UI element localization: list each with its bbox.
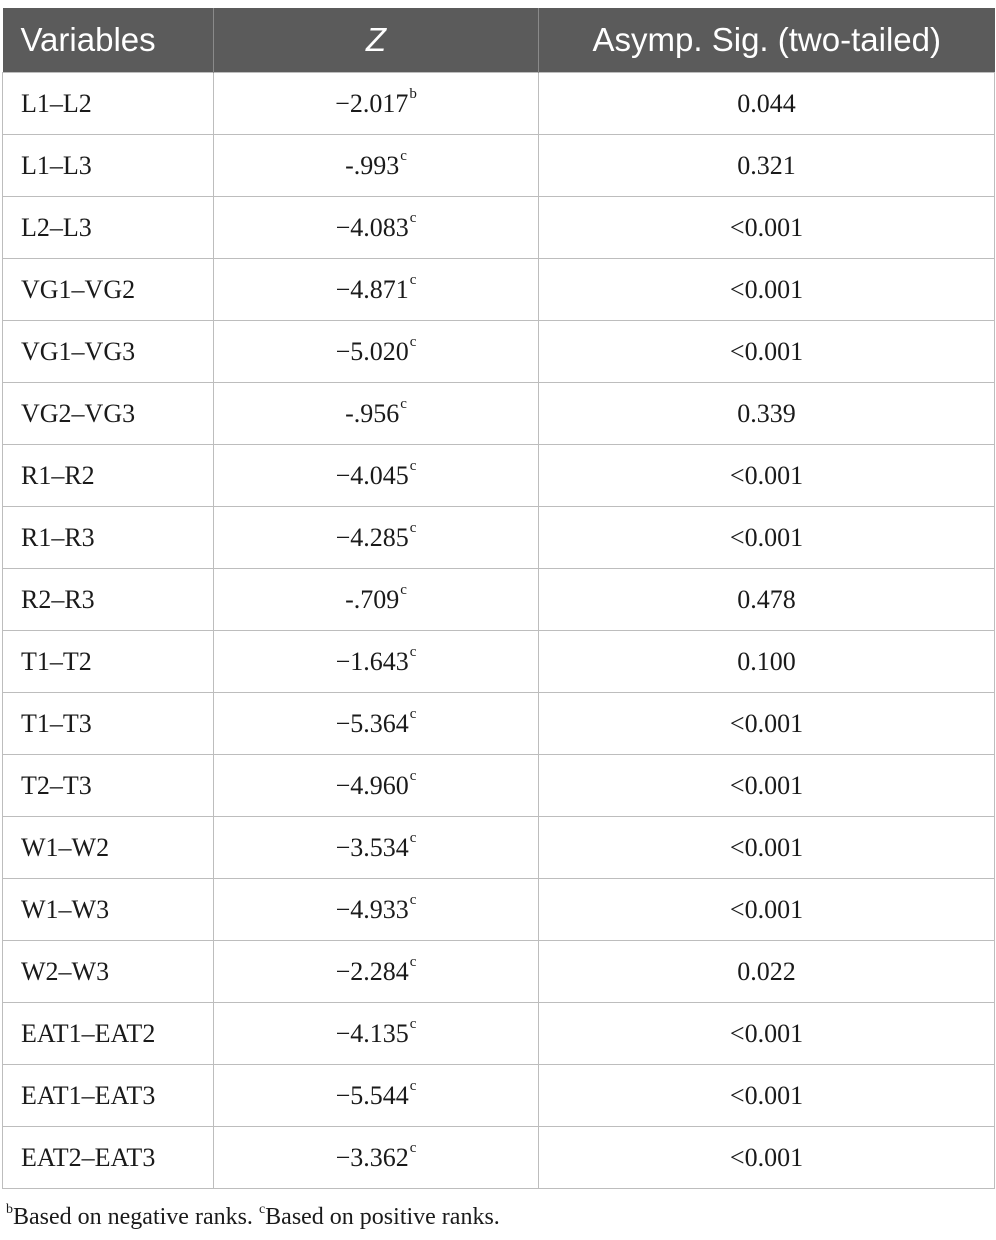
- z-footnote-mark: c: [409, 953, 417, 970]
- cell-z: [214, 135, 539, 197]
- cell-z: [214, 569, 539, 631]
- z-footnote-mark: b: [409, 85, 417, 102]
- z-value: −2.017: [335, 88, 409, 118]
- cell-z: [214, 445, 539, 507]
- cell-variables: EAT2–EAT3: [3, 1127, 214, 1189]
- table-row: [3, 1127, 995, 1189]
- z-value: −4.960: [335, 770, 409, 800]
- z-value: -.709: [345, 584, 400, 614]
- cell-variables: T1–T3: [3, 693, 214, 755]
- cell-variables: VG2–VG3: [3, 383, 214, 445]
- cell-variables: T1–T2: [3, 631, 214, 693]
- table-row: [3, 259, 995, 321]
- cell-asymp-sig: <0.001: [539, 1003, 995, 1065]
- cell-variables: L1–L2: [3, 73, 214, 135]
- cell-variables: L2–L3: [3, 197, 214, 259]
- table-row: [3, 197, 995, 259]
- header-variables: Variables: [3, 8, 214, 73]
- cell-variables: W2–W3: [3, 941, 214, 1003]
- cell-variables: W1–W2: [3, 817, 214, 879]
- z-footnote-mark: c: [409, 767, 417, 784]
- z-footnote-mark: c: [409, 333, 417, 350]
- footnote-b-mark: b: [6, 1202, 13, 1217]
- table-row: [3, 817, 995, 879]
- table-row: [3, 631, 995, 693]
- z-value: −1.643: [335, 646, 409, 676]
- z-footnote-mark: c: [400, 581, 407, 598]
- z-footnote-mark: c: [400, 395, 407, 412]
- z-footnote-mark: c: [409, 891, 417, 908]
- table-row: [3, 135, 995, 197]
- z-value: -.993: [345, 150, 400, 180]
- wilcoxon-results-table: [2, 8, 995, 1189]
- cell-variables: R1–R2: [3, 445, 214, 507]
- table-row: [3, 569, 995, 631]
- cell-asymp-sig: <0.001: [539, 507, 995, 569]
- z-footnote-mark: c: [409, 643, 417, 660]
- z-footnote-mark: c: [409, 829, 417, 846]
- cell-asymp-sig: <0.001: [539, 445, 995, 507]
- table-row: [3, 507, 995, 569]
- cell-variables: L1–L3: [3, 135, 214, 197]
- cell-variables: W1–W3: [3, 879, 214, 941]
- cell-z: [214, 73, 539, 135]
- cell-asymp-sig: 0.022: [539, 941, 995, 1003]
- table-row: [3, 321, 995, 383]
- z-value: −3.362: [335, 1142, 409, 1172]
- z-footnote-mark: c: [409, 271, 417, 288]
- table-row: [3, 755, 995, 817]
- cell-asymp-sig: 0.478: [539, 569, 995, 631]
- table-footnote: [6, 1204, 500, 1231]
- cell-asymp-sig: 0.100: [539, 631, 995, 693]
- z-footnote-mark: c: [409, 705, 417, 722]
- cell-variables: T2–T3: [3, 755, 214, 817]
- cell-z: [214, 507, 539, 569]
- z-footnote-mark: c: [409, 1139, 417, 1156]
- z-value: −4.285: [335, 522, 409, 552]
- z-value: -.956: [345, 398, 400, 428]
- z-value: −5.020: [335, 336, 409, 366]
- z-value: −4.083: [335, 212, 409, 242]
- table-row: [3, 941, 995, 1003]
- cell-asymp-sig: <0.001: [539, 755, 995, 817]
- table-row: [3, 1003, 995, 1065]
- z-footnote-mark: c: [409, 1015, 417, 1032]
- z-value: −5.364: [335, 708, 409, 738]
- cell-variables: EAT1–EAT2: [3, 1003, 214, 1065]
- z-footnote-mark: c: [409, 209, 417, 226]
- cell-z: [214, 1065, 539, 1127]
- cell-z: [214, 1003, 539, 1065]
- z-footnote-mark: c: [409, 1077, 417, 1094]
- table-row: [3, 383, 995, 445]
- cell-variables: R1–R3: [3, 507, 214, 569]
- footnote-b-text: Based on negative ranks.: [13, 1204, 259, 1230]
- cell-z: [214, 197, 539, 259]
- cell-asymp-sig: <0.001: [539, 321, 995, 383]
- cell-asymp-sig: 0.339: [539, 383, 995, 445]
- z-value: −3.534: [335, 832, 409, 862]
- table-body: [3, 73, 995, 1189]
- z-value: −4.933: [335, 894, 409, 924]
- z-value: −4.871: [335, 274, 409, 304]
- cell-variables: EAT1–EAT3: [3, 1065, 214, 1127]
- footnote-c-mark: c: [258, 1202, 266, 1217]
- z-footnote-mark: c: [400, 147, 407, 164]
- cell-z: [214, 1127, 539, 1189]
- table-row: [3, 879, 995, 941]
- cell-asymp-sig: 0.321: [539, 135, 995, 197]
- table-row: [3, 445, 995, 507]
- cell-asymp-sig: <0.001: [539, 1065, 995, 1127]
- cell-variables: R2–R3: [3, 569, 214, 631]
- header-row: [3, 8, 995, 73]
- cell-z: [214, 383, 539, 445]
- cell-z: [214, 259, 539, 321]
- cell-z: [214, 631, 539, 693]
- cell-z: [214, 941, 539, 1003]
- z-value: −5.544: [335, 1080, 409, 1110]
- table-row: [3, 73, 995, 135]
- header-asymp-sig: Asymp. Sig. (two-tailed): [539, 8, 995, 73]
- cell-asymp-sig: <0.001: [539, 879, 995, 941]
- cell-z: [214, 755, 539, 817]
- cell-asymp-sig: <0.001: [539, 197, 995, 259]
- footnote-c-text: Based on positive ranks.: [265, 1204, 500, 1230]
- cell-asymp-sig: 0.044: [539, 73, 995, 135]
- table-row: [3, 693, 995, 755]
- z-footnote-mark: c: [409, 519, 417, 536]
- cell-z: [214, 879, 539, 941]
- z-footnote-mark: c: [409, 457, 417, 474]
- header-z: Z: [214, 8, 539, 73]
- z-value: −2.284: [335, 956, 409, 986]
- cell-asymp-sig: <0.001: [539, 1127, 995, 1189]
- cell-variables: VG1–VG3: [3, 321, 214, 383]
- cell-z: [214, 321, 539, 383]
- z-value: −4.135: [335, 1018, 409, 1048]
- cell-asymp-sig: <0.001: [539, 693, 995, 755]
- table-row: [3, 1065, 995, 1127]
- z-value: −4.045: [335, 460, 409, 490]
- cell-z: [214, 817, 539, 879]
- cell-variables: VG1–VG2: [3, 259, 214, 321]
- cell-asymp-sig: <0.001: [539, 817, 995, 879]
- cell-asymp-sig: <0.001: [539, 259, 995, 321]
- cell-z: [214, 693, 539, 755]
